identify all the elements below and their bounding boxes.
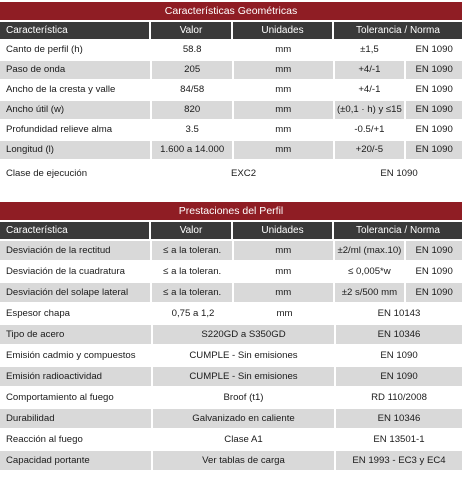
row-value: EN 10143 [377,308,421,319]
row-value: ±2/ml (max.10) [335,241,405,260]
row-value: 820 [152,101,232,119]
row-value: EN 10346 [336,325,462,344]
row-value: RD 110/2008 [371,392,427,403]
table-row [0,388,462,407]
table-row [0,304,462,323]
table-header [0,222,462,239]
row-value: Broof (t1) [223,392,264,403]
row-value: CUMPLE - Sin emisiones [189,350,298,361]
table-row [0,409,462,428]
table-row [0,41,462,59]
row-value: ≤ a la toleran. [152,241,232,260]
row-value: 0,75 a 1,2 [171,308,215,319]
row-value: 205 [152,61,232,79]
row-label: Capacidad portante [0,451,151,470]
row-value: (±0,1 · h) y ≤15 [335,101,405,119]
row-label: Profundidad relieve alma [6,124,113,135]
column-header: Unidades [233,222,334,239]
column-header: Característica [0,222,151,239]
column-header: Valor [151,222,233,239]
row-value: mm [234,101,333,119]
section-title: Características Geométricas [0,2,462,20]
row-label: Emisión cadmio y compuestos [6,350,136,361]
column-header: Característica [0,22,151,39]
row-value: EN 1090 [380,168,418,179]
table-row [0,81,462,99]
row-value: mm [234,141,333,159]
row-value: mm [234,241,333,260]
row-label: Durabilidad [0,409,151,428]
table-row [0,325,462,344]
row-value: EN 1090 [406,141,462,159]
row-value: 1.600 a 14.000 [152,141,232,159]
row-value: -0.5/+1 [354,124,385,135]
row-value: EN 1090 [336,367,462,386]
table-row [0,101,462,119]
column-header: Unidades [233,22,334,39]
row-value: +4/-1 [335,61,405,79]
row-label: Desviación de la rectitud [0,241,150,260]
row-label: Canto de perfil (h) [6,44,83,55]
row-value: EN 1090 [406,101,462,119]
row-value: Ver tablas de carga [153,451,334,470]
row-value: ≤ a la toleran. [163,266,222,277]
row-value: mm [275,124,292,135]
row-value: EN 10346 [336,409,462,428]
row-value: S220GD a S350GD [153,325,334,344]
table-row [0,241,462,260]
row-value: mm [234,61,333,79]
row-value: ≤ 0,005*w [348,266,391,277]
table-row [0,141,462,159]
row-value: mm [275,266,292,277]
row-value: mm [275,84,292,95]
row-value: EN 1090 [415,44,453,55]
row-value: EN 1993 - EC3 y EC4 [336,451,462,470]
row-value: EN 1090 [415,84,453,95]
row-value: ±2 s/500 mm [335,283,405,302]
row-value: Clase A1 [224,434,263,445]
table-row [0,451,462,470]
column-header: Tolerancia / Norma [334,22,462,39]
row-label: Longitud (l) [0,141,150,159]
table-row [0,367,462,386]
row-label: Paso de onda [0,61,150,79]
table-row [0,262,462,281]
row-value: EN 1090 [415,124,453,135]
table-row [0,283,462,302]
row-value: mm [275,44,292,55]
row-value: 3.5 [185,124,199,135]
row-value: EN 1090 [380,350,418,361]
row-value: EN 1090 [415,266,453,277]
row-value: 84/58 [180,84,205,95]
table-row [0,121,462,139]
row-label: Desviación del solape lateral [0,283,150,302]
section-title: Prestaciones del Perfil [0,202,462,220]
table-row [0,61,462,79]
column-header: Tolerancia / Norma [334,222,462,239]
row-label: Espesor chapa [6,308,70,319]
row-value: EN 1090 [406,283,462,302]
row-value: EN 13501-1 [373,434,425,445]
row-label: Reacción al fuego [6,434,83,445]
row-value: EXC2 [230,168,257,179]
row-label: Clase de ejecución [6,168,88,179]
row-label: Desviación de la cuadratura [6,266,125,277]
row-value: CUMPLE - Sin emisiones [153,367,334,386]
row-value: +20/-5 [335,141,405,159]
row-label: Ancho útil (w) [0,101,150,119]
row-value: Galvanizado en caliente [153,409,334,428]
row-value: mm [234,283,333,302]
row-value: +4/-1 [358,84,381,95]
row-value: ±1,5 [360,44,379,55]
geometric-characteristics-table [0,2,462,183]
table-row [0,165,462,183]
column-header: Valor [151,22,233,39]
row-value: 58.8 [182,44,202,55]
row-value: mm [276,308,293,319]
row-label: Emisión radioactividad [0,367,151,386]
profile-performance-table [0,202,462,470]
row-value: ≤ a la toleran. [152,283,232,302]
row-value: EN 1090 [406,241,462,260]
row-label: Comportamiento al fuego [6,392,114,403]
table-row [0,346,462,365]
row-label: Ancho de la cresta y valle [6,84,116,95]
table-header [0,22,462,39]
table-row [0,430,462,449]
row-label: Tipo de acero [0,325,151,344]
row-value: EN 1090 [406,61,462,79]
